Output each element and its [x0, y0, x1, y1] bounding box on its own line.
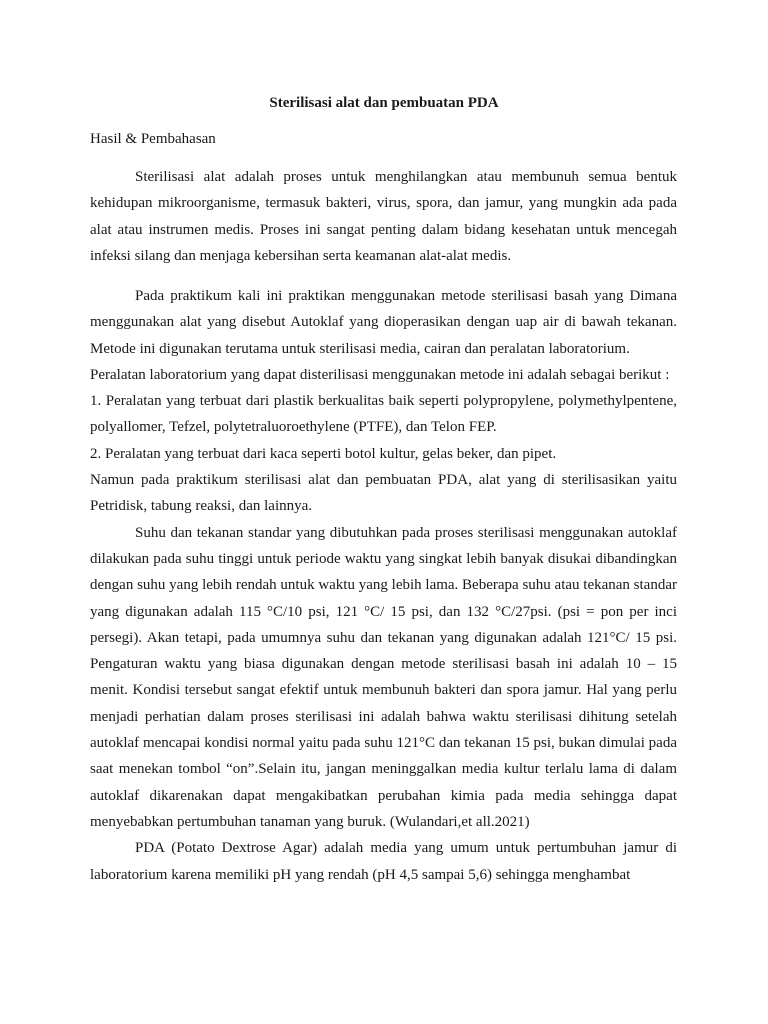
list-item-plastik: 1. Peralatan yang terbuat dari plastik berkualitas baik seperti polypropylene, polymethylpentene, polyallomer, Tefzel, polytetraluoroethylene (PTFE), dan Telon FEP. [90, 393, 677, 436]
list-item-kaca: 2. Peralatan yang terbuat dari kaca seperti botol kultur, gelas beker, dan pipet. [90, 445, 557, 462]
section-heading: Hasil & Pembahasan [90, 131, 216, 147]
paragraph-pda: PDA (Potato Dextrose Agar) adalah media yang umum untuk pertumbuhan jamur di laboratorium karena memiliki pH yang rendah (pH 4,5 sampai 5,6) sehingga menghambat [90, 840, 677, 883]
paragraph-sterilisasi-definition: Sterilisasi alat adalah proses untuk menghilangkan atau membunuh semua bentuk kehidupan mikroorganisme, termasuk bakteri, virus, spora, dan jamur, yang mungkin ada pada alat atau instrumen medis. Proses ini sangat penting dalam bidang kesehatan untuk mencegah infeksi silang dan menjaga kebersihan serta keamanan alat-alat medis. [90, 169, 677, 264]
paragraph-suhu-tekanan: Suhu dan tekanan standar yang dibutuhkan pada proses sterilisasi menggunakan autoklaf dilakukan pada suhu tinggi untuk periode waktu yang singkat lebih banyak disukai dibandingkan dengan suhu yang lebih rendah untuk waktu yang lebih lama. Beberapa suhu atau tekanan standar yang digunakan adalah 115 °C/10 psi, 121 °C/ 15 psi, dan 132 °C/27psi. (psi = pon per inci persegi). Akan tetapi, pada umumnya suhu dan tekanan yang digunakan adalah 121°C/ 15 psi. Pengaturan waktu yang biasa digunakan dengan metode sterilisasi basah ini adalah 10 – 15 menit. Kondisi tersebut sangat efektif untuk membunuh bakteri dan spora jamur. Hal yang perlu menjadi perhatian dalam proses sterilisasi ini adalah bahwa waktu sterilisasi dihitung setelah autoklaf mencapai kondisi normal yaitu pada suhu 121°C dan tekanan 15 psi, bukan dimulai pada saat menekan tombol “on”.Selain itu, jangan meninggalkan media kultur terlalu lama di dalam autoklaf dikarenakan dapat mengakibatkan perubahan kimia pada media sehingga dapat menyebabkan pertumbuhan tanaman yang buruk. (Wulandari,et all.2021) [90, 524, 677, 830]
paragraph-list-intro: Peralatan laboratorium yang dapat disterilisasi menggunakan metode ini adalah sebagai berikut : [90, 366, 670, 383]
document-title: Sterilisasi alat dan pembuatan PDA [269, 95, 499, 111]
paragraph-alat-praktikum: Namun pada praktikum sterilisasi alat dan pembuatan PDA, alat yang di sterilisasikan yaitu Petridisk, tabung reaksi, dan lainnya. [90, 472, 677, 515]
paragraph-metode: Pada praktikum kali ini praktikan menggunakan metode sterilisasi basah yang Dimana menggunakan alat yang disebut Autoklaf yang dioperasikan dengan uap air di bawah tekanan. Metode ini digunakan terutama untuk sterilisasi media, cairan dan peralatan laboratorium. [90, 288, 677, 357]
body-block-main [90, 283, 677, 888]
body-block-intro [90, 164, 677, 269]
